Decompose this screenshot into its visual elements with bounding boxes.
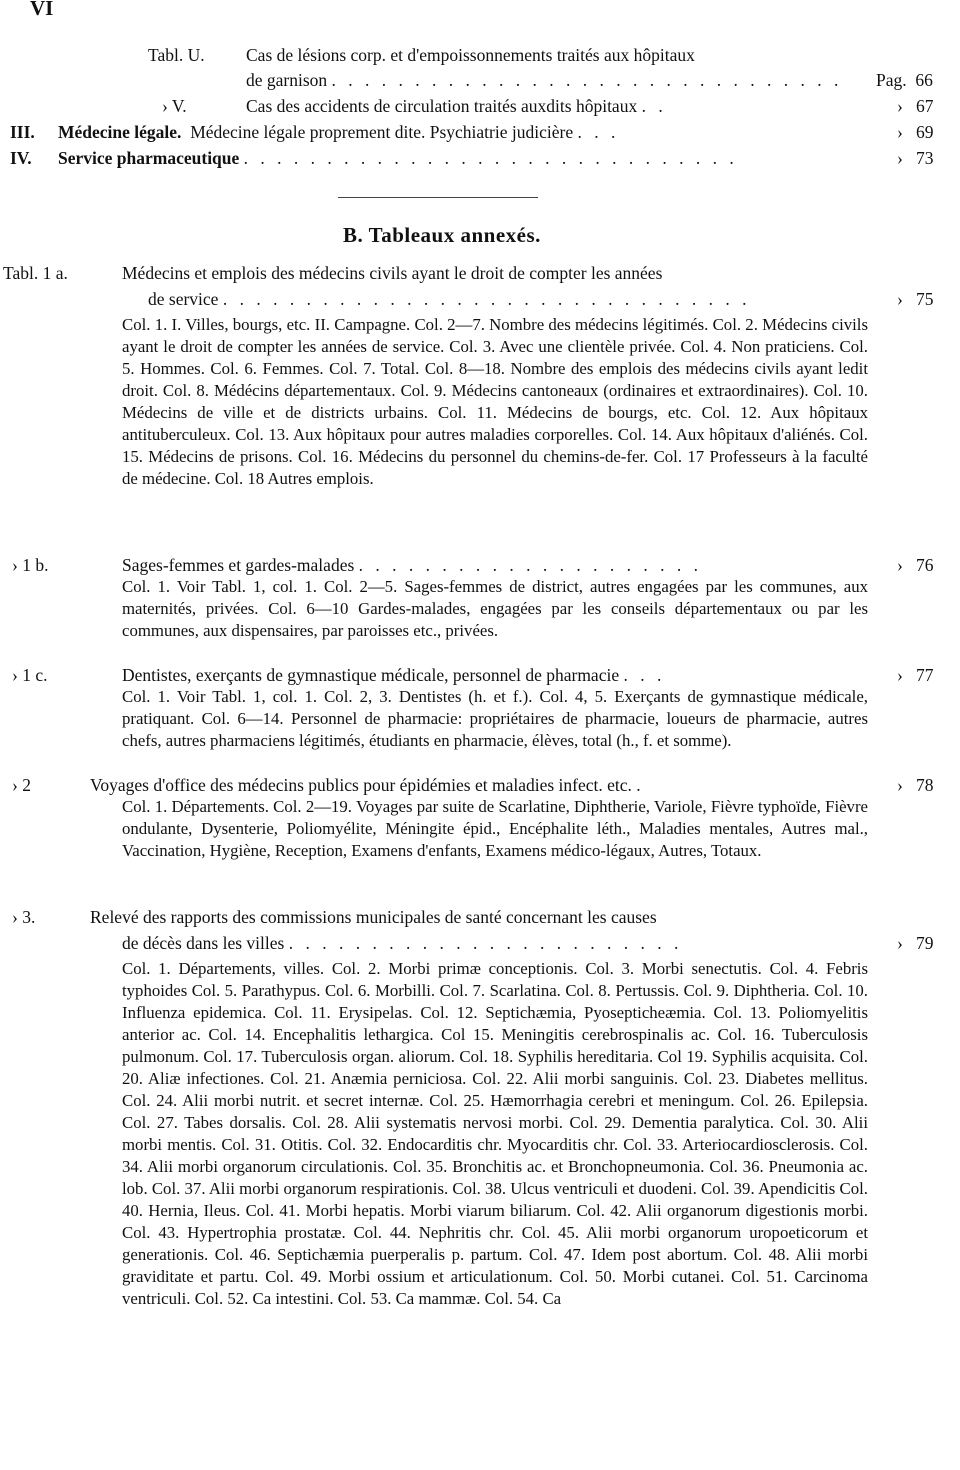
entry-label-3: › 3. bbox=[12, 907, 36, 927]
toc-title-iii: Médecine légale. Médecine légale proprement dite. Psychiatrie judicière . . . bbox=[58, 122, 620, 142]
entry-label-1c: › 1 c. bbox=[12, 665, 48, 685]
toc-label-u: Tabl. U. bbox=[148, 45, 205, 65]
entry-page-3: › 79 bbox=[897, 933, 934, 953]
entry-title-1b: Sages-femmes et gardes-malades . . . . . . . . . . . . . . . . . . . . . bbox=[122, 555, 703, 575]
toc-page-iv: › 73 bbox=[897, 148, 934, 168]
entry-title-2: Voyages d'office des médecins publics pour épidémies et maladies infect. etc. . bbox=[90, 775, 645, 795]
entry-title-1a: Médecins et emplois des médecins civils ayant le droit de compter les années bbox=[122, 263, 663, 283]
entry-page-1b: › 76 bbox=[897, 555, 934, 575]
page-number: VI bbox=[30, 0, 54, 20]
toc-label-iii: III. bbox=[10, 122, 35, 142]
entry-page-2: › 78 bbox=[897, 775, 934, 795]
entry-title-1a-cont: de service . . . . . . . . . . . . . . . . . . . . . . . . . . . . . . . . bbox=[148, 289, 751, 309]
toc-label-v: › V. bbox=[162, 96, 187, 116]
entry-desc-3: Col. 1. Départements, villes. Col. 2. Morbi primæ conceptionis. Col. 3. Morbi senectutis. Col. 4. Febris typhoides Col. 5. Parathypus. Col. 6. Morbilli. Col. 7. Scarlatina. Col. 8. Pertussis. Col. 9. Diphtheria. Col. 10. Influenza epidemica. Col. 11. Erysipelas. Col. 12. Septichæmia, Pyosepticheæmia. Col. 13. Poliomyelitis anterior ac. Col. 14. Encephalitis lethargica. Col 15. Meningitis cerebrospinalis ac. Col. 16. Tuberculosis pulmonum. Col. 17. Tuberculosis organ. aliorum. Col. 18. Syphilis hereditaria. Col 19. Syphilis acquisita. Col. 20. Aliæ infectiones. Col. 21. Anæmia perniciosa. Col. 22. Alii morbi sanguinis. Col. 23. Diabetes mellitus. Col. 24. Alii morbi nutrit. et secret internæ. Col. 25. Hæmorrhagia cerebri et meningum. Col. 26. Epilepsia. Col. 27. Tabes dorsalis. Col. 28. Alii systematis nervosi morbi. Col. 29. Dementia paralytica. Col. 30. Alii morbi mentis. Col. 31. Otitis. Col. 32. Endocarditis chr. Myocarditis chr. Col. 33. Arteriocardiosclerosis. Col. 34. Alii morbi organorum circulationis. Col. 35. Bronchitis ac. et Bronchopneumonia. Col. 36. Pneumonia ac. lob. Col. 37. Alii morbi organorum respirationis. Col. 38. Ulcus ventriculi et duodeni. Col. 39. Apendicitis Col. 40. Hernia, Ileus. Col. 41. Morbi hepatis. Morbi viarum biliarum. Col. 42. Alii organorum digestionis morbi. Col. 43. Hypertrophia prostatæ. Col. 44. Nephritis chr. Col. 45. Alii morbi organorum uropoeticorum et generationis. Col. 46. Septichæmia puerperalis p. partum. Col. 47. Idem post abortum. Col. 48. Alii morbi graviditate et partu. Col. 49. Morbi ossium et articulationum. Col. 50. Morbi cutanei. Col. 51. Carcinoma ventriculi. Col. 52. Ca intestini. Col. 53. Ca mammæ. Col. 54. Ca bbox=[122, 959, 868, 1308]
toc-title-u: Cas de lésions corp. et d'empoissonnements traités aux hôpitaux bbox=[246, 45, 695, 65]
entry-title-3: Relevé des rapports des commissions municipales de santé concernant les causes bbox=[90, 907, 657, 927]
entry-desc-1a: Col. 1. I. Villes, bourgs, etc. II. Campagne. Col. 2—7. Nombre des médecins légitimés. Col. 2. Médecins civils ayant le droit de compter les années de service. Col. 3. Avec une clientèle privée. Col. 4. Non praticiens. Col. 5. Hommes. Col. 6. Femmes. Col. 7. Total. Col. 8—18. Nombre des emplois des médecins civils ayant ledit droit. Col. 8. Médécins départementaux. Col. 9. Médecins cantoneaux (ordinaires et extraordinaires). Col. 10. Médecins de ville et de districts urbains. Col. 11. Médecins de bourgs, etc. Col. 12. Aux hôpitaux antituberculeux. Col. 13. Aux hôpitaux pour autres maladies corporelles. Col. 14. Aux hôpitaux d'aliénés. Col. 15. Médecins de prisons. Col. 16. Médecins du personnel du chemins-de-fer. Col. 17 Professeurs à la faculté de médecine. Col. 18 Autres emplois. bbox=[122, 315, 868, 488]
entry-title-3-cont: de décès dans les villes . . . . . . . . . . . . . . . . . . . . . . . . bbox=[122, 933, 683, 953]
entry-label-2: › 2 bbox=[12, 775, 31, 795]
entry-page-1c: › 77 bbox=[897, 665, 934, 685]
entry-desc-2: Col. 1. Départements. Col. 2—19. Voyages par suite de Scarlatine, Diphtherie, Variole, Fièvre typhoïde, Fièvre ondulante, Dysenterie, Poliomyélite, Méningite épid., Encéphalite léth., Maladies mentales, Autres mal., Vaccination, Hygiène, Reception, Examens d'enfants, Examens médico-légaux, Autres, Totaux. bbox=[122, 797, 868, 860]
divider bbox=[338, 197, 538, 198]
entry-desc-1c: Col. 1. Voir Tabl. 1, col. 1. Col. 2, 3. Dentistes (h. et f.). Col. 4, 5. Exerçants de gymnastique médicale, pratiquant. Col. 6—14. Personnel de pharmacie: propriétaires de pharmacie, loueurs de pharmacie, autres chefs, autres pharmaciens légitimés, étudiants en pharmacie, élèves, total (h., f. et somme). bbox=[122, 687, 868, 750]
toc-label-iv: IV. bbox=[10, 148, 32, 168]
toc-page-v: › 67 bbox=[897, 96, 934, 116]
section-heading: B. Tableaux annexés. bbox=[343, 223, 541, 247]
entry-desc-1b: Col. 1. Voir Tabl. 1, col. 1. Col. 2—5. Sages-femmes de district, autres engagées par les communes, aux maternités, privées. Col. 6—10 Gardes-malades, engagées par les conseils départementaux ou par les communes, aux dispensaires, par paroisses etc., privées. bbox=[122, 577, 868, 640]
toc-page-iii: › 69 bbox=[897, 122, 934, 142]
entry-label-1b: › 1 b. bbox=[12, 555, 49, 575]
toc-page-u: Pag. 66 bbox=[876, 70, 933, 90]
toc-title-v: Cas des accidents de circulation traités auxdits hôpitaux . . bbox=[246, 96, 667, 116]
toc-title-iv: Service pharmaceutique . . . . . . . . . . . . . . . . . . . . . . . . . . . . . . bbox=[58, 148, 738, 168]
toc-title-u-cont: de garnison . . . . . . . . . . . . . . . . . . . . . . . . . . . . . . . bbox=[246, 70, 843, 90]
entry-page-1a: › 75 bbox=[897, 289, 934, 309]
entry-title-1c: Dentistes, exerçants de gymnastique médicale, personnel de pharmacie . . . bbox=[122, 665, 666, 685]
entry-label-1a: Tabl. 1 a. bbox=[3, 263, 68, 283]
